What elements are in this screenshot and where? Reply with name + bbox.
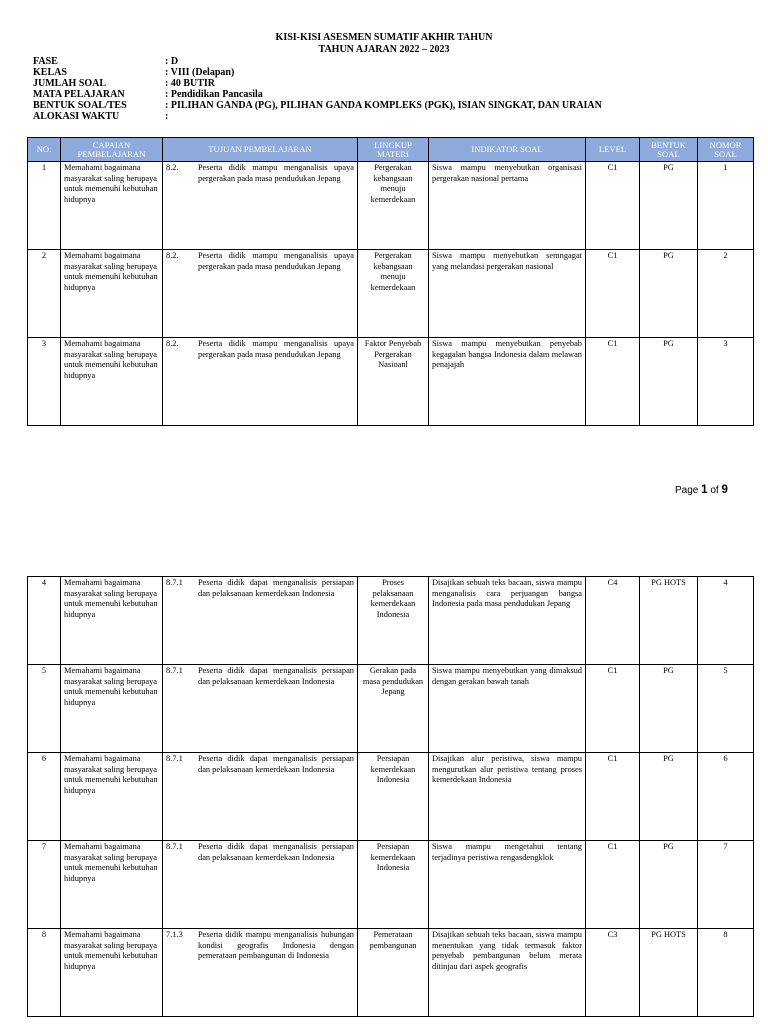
meta-row-mata-pelajaran	[33, 89, 602, 100]
tp-text: Peserta didik mampu menganalisis upaya pergerakan pada masa pendudukan Jepang	[198, 339, 354, 359]
doc-title: KISI-KISI ASESMEN SUMATIF AKHIR TAHUN	[275, 32, 493, 43]
table-row	[28, 753, 754, 841]
tp-text: Peserta didik dapat menganalisis persiapan dan pelaksanaan kemerdekaan Indonesia	[198, 666, 354, 686]
page-footer	[675, 484, 728, 496]
meta-row-alokasi-waktu	[33, 111, 602, 122]
meta-label: KELAS	[33, 67, 67, 78]
cell-tujuan	[163, 250, 358, 338]
table-body-page-2	[28, 577, 754, 1017]
header-level: LEVEL	[586, 138, 640, 162]
tp-code: 8.7.1	[166, 578, 183, 587]
kisi-kisi-table-page-1	[27, 137, 754, 426]
cell-nomor: 8	[698, 929, 754, 1017]
cell-bentuk: PG	[640, 841, 698, 929]
cell-capaian: Memahami bagaimana masyarakat saling berupaya untuk memenuhi kebutuhan hidupnya	[61, 841, 163, 929]
table-row	[28, 929, 754, 1017]
cell-capaian: Memahami bagaimana masyarakat saling berupaya untuk memenuhi kebutuhan hidupnya	[61, 162, 163, 250]
table-row	[28, 338, 754, 426]
cell-lingkup: Pemerataan pembangunan	[358, 929, 429, 1017]
tp-code: 8.2.	[166, 163, 179, 172]
cell-tujuan	[163, 338, 358, 426]
cell-lingkup: Pergerakan kebangsaan menuju kemerdekaan	[358, 162, 429, 250]
cell-level: C1	[586, 753, 640, 841]
total-pages-number: 9	[721, 484, 728, 496]
cell-capaian: Memahami bagaimana masyarakat saling berupaya untuk memenuhi kebutuhan hidupnya	[61, 250, 163, 338]
cell-indikator: Siswa mampu menyebutkan semngagat yang melandasi pergerakan nasional	[429, 250, 586, 338]
cell-indikator: Siswa mampu mengetahui tentang terjadinya peristiwa rengasdengklok	[429, 841, 586, 929]
header-capaian: CAPAIAN PEMBELAJARAN	[61, 138, 163, 162]
header-no: NO.	[28, 138, 61, 162]
table-row	[28, 665, 754, 753]
cell-tujuan	[163, 841, 358, 929]
page-of-label: of	[710, 485, 719, 496]
tp-text: Peserta didik mampu menganalisis upaya pergerakan pada masa pendudukan Jepang	[198, 251, 354, 271]
cell-bentuk: PG HOTS	[640, 929, 698, 1017]
cell-nomor: 2	[698, 250, 754, 338]
meta-value: : VIII (Delapan)	[165, 67, 235, 78]
cell-bentuk: PG	[640, 250, 698, 338]
table-header-row	[28, 138, 754, 162]
meta-row-fase	[33, 56, 602, 67]
tp-text: Peserta didik mampu menganalisis hubungan kondisi geografis Indonesia dengan pemerataan pembangunan di Indonesia	[198, 930, 354, 961]
cell-lingkup: Gerakan pada masa pendudukan Jepang	[358, 665, 429, 753]
cell-no: 8	[28, 929, 61, 1017]
cell-level: C4	[586, 577, 640, 665]
cell-bentuk: PG	[640, 338, 698, 426]
cell-indikator: Siswa mampu menyebutkan organisasi pergerakan nasional pertama	[429, 162, 586, 250]
cell-bentuk: PG HOTS	[640, 577, 698, 665]
tp-text: Peserta didik dapat menganalisis persiapan dan pelaksanaan kemerdekaan Indonesia	[198, 842, 354, 862]
tp-code: 8.2.	[166, 339, 179, 348]
cell-lingkup: Persiapan kemerdekaan Indonesia	[358, 841, 429, 929]
document-page-2	[0, 560, 768, 1024]
tp-code: 8.2.	[166, 251, 179, 260]
current-page-number: 1	[701, 484, 708, 496]
cell-level: C3	[586, 929, 640, 1017]
table-body-page-1	[28, 162, 754, 426]
meta-row-kelas	[33, 67, 602, 78]
cell-no: 6	[28, 753, 61, 841]
cell-capaian: Memahami bagaimana masyarakat saling berupaya untuk memenuhi kebutuhan hidupnya	[61, 929, 163, 1017]
cell-tujuan	[163, 665, 358, 753]
meta-row-bentuk-soal	[33, 100, 602, 111]
table-row	[28, 841, 754, 929]
cell-no: 5	[28, 665, 61, 753]
kisi-kisi-table-page-2	[27, 576, 754, 1017]
page-label: Page	[675, 485, 699, 496]
cell-bentuk: PG	[640, 665, 698, 753]
cell-nomor: 3	[698, 338, 754, 426]
meta-block	[33, 56, 602, 122]
meta-value: : 40 BUTIR	[165, 78, 216, 89]
cell-capaian: Memahami bagaimana masyarakat saling berupaya untuk memenuhi kebutuhan hidupnya	[61, 338, 163, 426]
tp-code: 8.7.1	[166, 754, 183, 763]
cell-no: 7	[28, 841, 61, 929]
cell-level: C1	[586, 841, 640, 929]
meta-label: JUMLAH SOAL	[33, 78, 107, 89]
cell-lingkup: Faktor Penyebab Pergerakan Nasioanl	[358, 338, 429, 426]
header-lingkup: LINGKUP MATERI	[358, 138, 429, 162]
cell-level: C1	[586, 665, 640, 753]
table-row	[28, 162, 754, 250]
meta-value: : PILIHAN GANDA (PG), PILIHAN GANDA KOMPLEKS (PGK), ISIAN SINGKAT, DAN URAIAN	[165, 100, 602, 111]
cell-nomor: 4	[698, 577, 754, 665]
cell-nomor: 6	[698, 753, 754, 841]
meta-label: BENTUK SOAL/TES	[33, 100, 127, 111]
cell-lingkup: Persiapan kemerdekaan Indonesia	[358, 753, 429, 841]
header-bentuk: BENTUK SOAL	[640, 138, 698, 162]
meta-value: : D	[165, 56, 179, 67]
cell-no: 4	[28, 577, 61, 665]
cell-lingkup: Proses pelaksanaan kemerdekaan Indonesia	[358, 577, 429, 665]
meta-row-jumlah-soal	[33, 78, 602, 89]
cell-no: 1	[28, 162, 61, 250]
header-tujuan: TUJUAN PEMBELAJARAN	[163, 138, 358, 162]
cell-indikator: Siswa mampu menyebutkan yang dimaksud dengan gerakan bawah tanah	[429, 665, 586, 753]
cell-capaian: Memahami bagaimana masyarakat saling berupaya untuk memenuhi kebutuhan hidupnya	[61, 753, 163, 841]
cell-bentuk: PG	[640, 162, 698, 250]
table-row	[28, 577, 754, 665]
tp-text: Peserta didik dapat menganalisis persiapan dan pelaksanaan kemerdekaan Indonesia	[198, 754, 354, 774]
tp-code: 8.7.1	[166, 842, 183, 851]
doc-subtitle: TAHUN AJARAN 2022 – 2023	[318, 44, 450, 55]
header-indikator: INDIKATOR SOAL	[429, 138, 586, 162]
cell-no: 2	[28, 250, 61, 338]
meta-value: : Pendidikan Pancasila	[165, 89, 263, 100]
cell-tujuan	[163, 577, 358, 665]
cell-tujuan	[163, 753, 358, 841]
cell-nomor: 1	[698, 162, 754, 250]
cell-nomor: 5	[698, 665, 754, 753]
cell-level: C1	[586, 162, 640, 250]
cell-indikator: Siswa mampu menyebutkan penyebab kegagalan bangsa Indonesia dalam melawan penajajah	[429, 338, 586, 426]
cell-level: C1	[586, 338, 640, 426]
cell-no: 3	[28, 338, 61, 426]
cell-lingkup: Pergerakan kebangsaan menuju kemerdekaan	[358, 250, 429, 338]
cell-nomor: 7	[698, 841, 754, 929]
table-row	[28, 250, 754, 338]
meta-label: ALOKASI WAKTU	[33, 111, 120, 122]
cell-tujuan	[163, 162, 358, 250]
tp-text: Peserta didik mampu menganalisis upaya pergerakan pada masa pendudukan Jepang	[198, 163, 354, 183]
meta-label: FASE	[33, 56, 58, 67]
header-nomor: NOMOR SOAL	[698, 138, 754, 162]
cell-capaian: Memahami bagaimana masyarakat saling berupaya untuk memenuhi kebutuhan hidupnya	[61, 577, 163, 665]
cell-capaian: Memahami bagaimana masyarakat saling berupaya untuk memenuhi kebutuhan hidupnya	[61, 665, 163, 753]
page-gap	[0, 520, 768, 560]
meta-value: :	[165, 111, 169, 122]
cell-tujuan	[163, 929, 358, 1017]
tp-code: 8.7.1	[166, 666, 183, 675]
cell-bentuk: PG	[640, 753, 698, 841]
cell-indikator: Disajikan alur peristiwa, siswa mampu mengurutkan alur peristiwa tentang proses kemerdekaan Indonesia	[429, 753, 586, 841]
meta-label: MATA PELAJARAN	[33, 89, 125, 100]
cell-indikator: Disajikan sebuah teks bacaan, siswa mampu menentukan yang tidak termasuk faktor penyebab pembangunan belum merata ditinjau dari aspek geografis	[429, 929, 586, 1017]
cell-indikator: Disajikan sebuah teks bacaan, siswa mampu menganalisis cara perjuangan bangsa Indonesia pada masa pendudukan Jepang	[429, 577, 586, 665]
cell-level: C1	[586, 250, 640, 338]
tp-code: 7.1.3	[166, 930, 183, 939]
tp-text: Peserta didik dapat menganalisis persiapan dan pelaksanaan kemerdekaan Indonesia	[198, 578, 354, 598]
